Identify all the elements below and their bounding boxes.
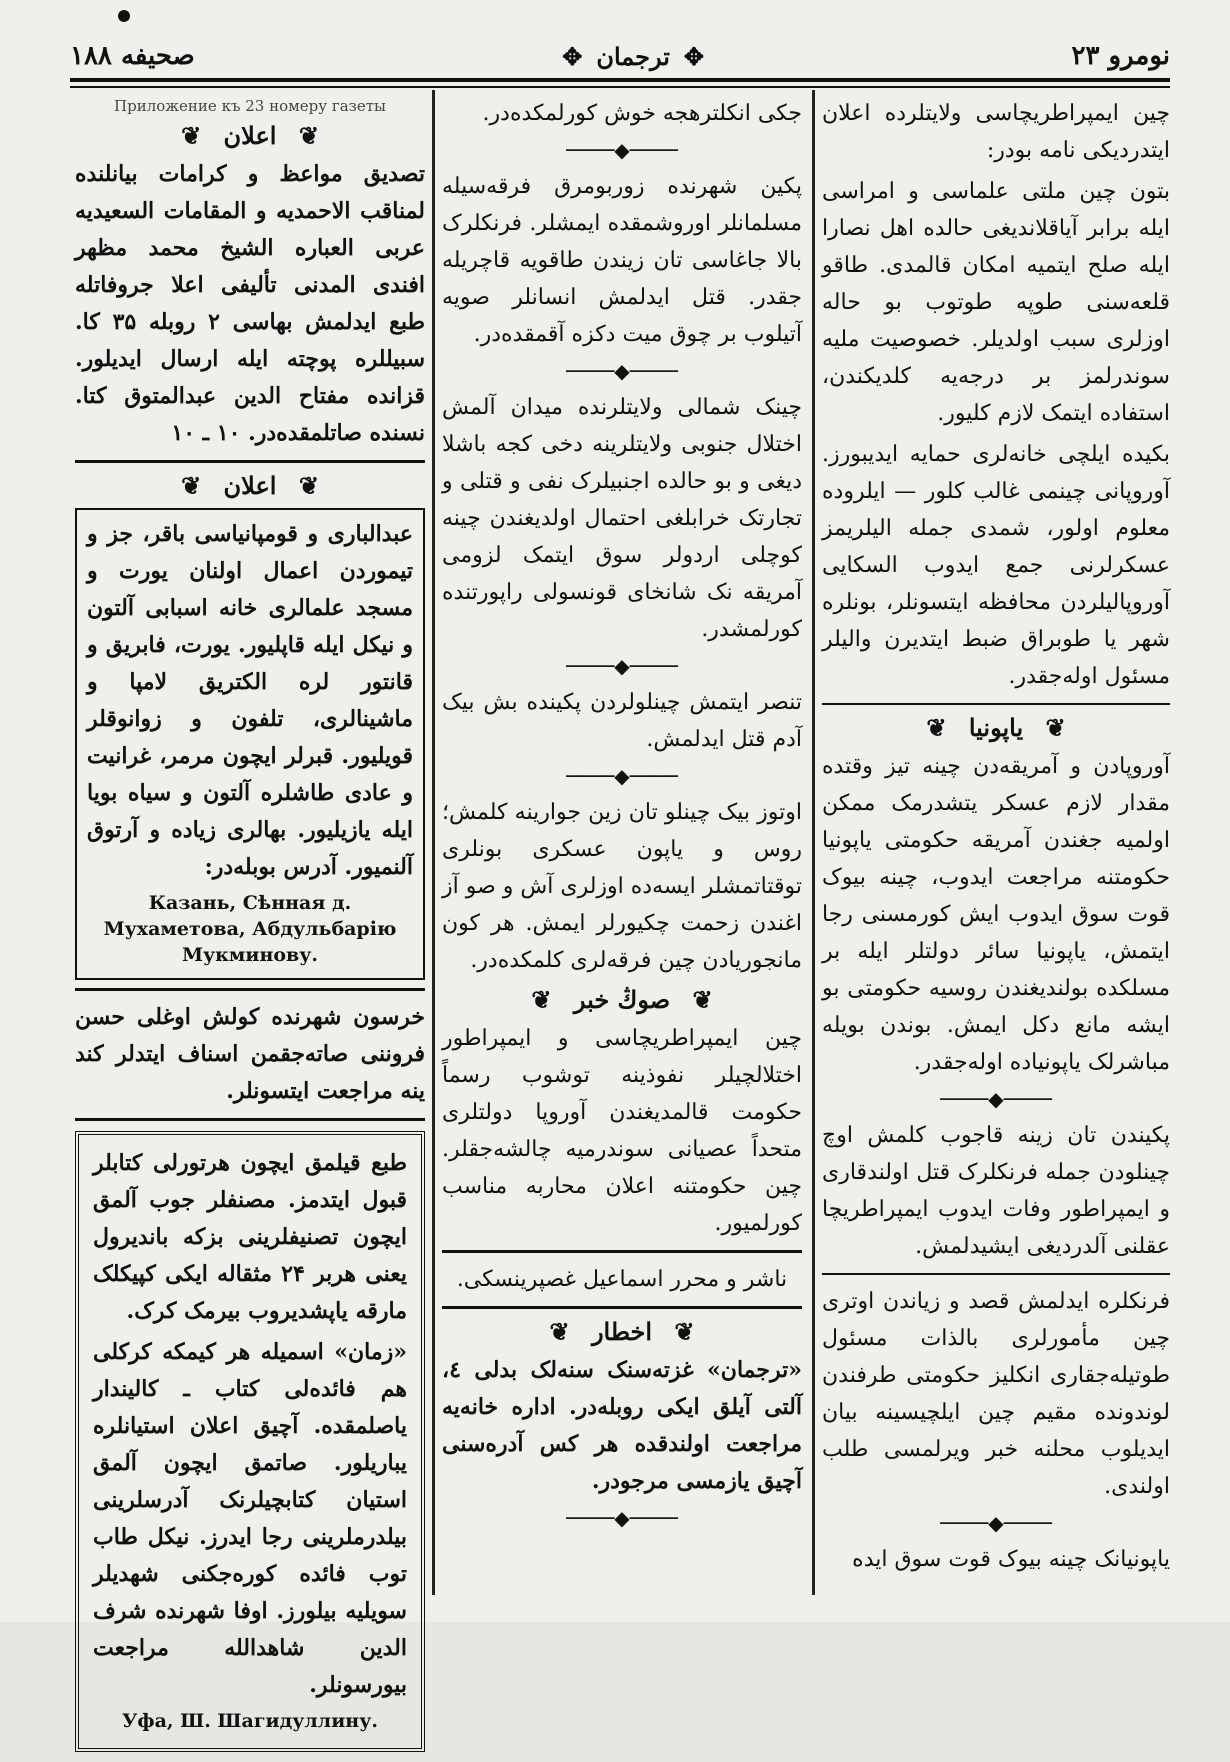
left-column — [75, 95, 425, 1762]
article-paragraph: بکیده ایلچی خانه‌لری حمایه ایدیبورز. آوروپانی چینمی غالب کلور — ایلروده معلوم اولور، شمدی جمله الیلریمز عسکرلرنی جمع ایدوب السکایی آوروپالیلردن محافظه ایتسونلر، بونلره شهر یا طوبراق ضبط ایتدیرن والیلر مسئول اوله‌جقدر. — [822, 442, 1170, 689]
article-paragraph: پکیندن تان زینه قاجوب کلمش اوچ چینلودن جمله فرنکلرک قتل اولندقاری و ایمپراطور وفات ایدوب ایمپراطریچا عقلنی آلدردیغی ایشیدلمش. — [822, 1123, 1170, 1259]
advertisement-book — [75, 156, 425, 452]
ornament-icon: ✥ — [683, 41, 705, 71]
diamond-separator-icon: ────◆──── — [566, 764, 678, 788]
ad-heading: ❦ اعلان ❦ — [181, 471, 319, 500]
ad-address: Уфа, Ш. Шагидуллину. — [122, 1710, 378, 1732]
ornament-icon: ❦ — [181, 471, 202, 500]
ornament-icon: ❦ — [549, 1317, 570, 1346]
ornament-icon: ❦ — [531, 985, 552, 1014]
section-rule — [75, 988, 425, 991]
page-number: صحیفه ۱۸۸ — [70, 41, 195, 71]
article-paragraph: آوروپادن و آمریقه‌دن چینه تیز وقتده مقدار لازم عسکر یتشدرمک ممکن اولمیه جغندن آمریقه حکومتی یاپونیا حکومتنه مراجعت ایدوب، چینه بیوک قوت سوق ایدوب ایش کورمسنی رجا ایتمش، یاپونیا سائر دولتلر ایله بر مسلکده بولندیغندن روسیه حکومتی بو ایشه مانع دکل ایمش. بوندن بویله مباشرلک یاپونیاده اوله‌جقدر. — [822, 754, 1170, 1075]
article-paragraph: فرنکلره ایدلمش قصد و زیاندن اوتری چین مأمورلری بالذات مسئول طوتیله‌جقاری انکلیز حکومتی طرفندن لوندونده مقیم چین ایلچیسینه بیان ایدیلوب محلنه خبر ویرلمسی طلب اولندی. — [822, 1289, 1170, 1499]
advertisement-bakery — [75, 999, 425, 1110]
right-column — [822, 95, 1170, 1582]
section-heading-notice: ❦ اخطار ❦ — [549, 1317, 695, 1346]
diamond-separator-icon: ────◆──── — [940, 1087, 1052, 1111]
section-rule — [75, 1118, 425, 1121]
ad-text: تصدیق مواعظ و کرامات بیانلنده لمناقب الاحمدیه و المقامات السعیدیه عربی العباره الشیخ محمد مظهر افندی المدنی تألیفی اعلا جروفاتله طبع ایدلمش بهاسی ۲ روبله ۳۵ کا. سبیللره پوچته ایله ارسال ایدیلور. قزانده مفتاح الدین عبدالمتوق کتا. نسنده صاتلمقده‌در. ۱۰ ـ ۱۰ — [75, 161, 426, 446]
middle-column — [442, 95, 802, 1536]
article-paragraph: جکی انکلترهجه خوش کورلمکده‌در. — [482, 101, 802, 126]
column-divider-left — [432, 90, 435, 1595]
masthead — [70, 36, 1170, 76]
ornament-icon: ✥ — [562, 41, 583, 71]
ink-dot — [118, 10, 130, 22]
ornament-icon: ❦ — [181, 121, 202, 150]
section-rule — [822, 1273, 1170, 1275]
diamond-separator-icon: ────◆──── — [940, 1511, 1052, 1535]
ad-address: Казань, Сѣнная д. Мухаметова, Абдульбарію Мукминову. — [103, 892, 397, 966]
ornament-icon: ❦ — [298, 471, 319, 500]
section-heading-latest-news: ❦ صوڭ خبر ❦ — [531, 985, 713, 1014]
supplement-label: Приложение къ 23 номеру газеты — [114, 97, 386, 115]
article-paragraph: تنصر ایتمش چینلولردن پکینده بش بیک آدم قتل ایدلمش. — [442, 690, 802, 752]
article-paragraph: چین ایمپراطریچاسی ولایتلرده اعلان ایتدردیکی نامه بودر: — [822, 101, 1170, 163]
section-heading-japan: ❦ یاپونیا ❦ — [926, 713, 1066, 742]
diamond-separator-icon: ────◆──── — [566, 654, 678, 678]
ornament-icon: ❦ — [674, 1317, 695, 1346]
notice-paragraph: «ترجمان» غزته‌سنک سنه‌لک بدلی ٤، آلتی آیلق ایکی روبله‌در. اداره خانه‌یه مراجعت اولندقده هر کس آدره‌سنی آچیق یازمسی مرجودر. — [442, 1357, 802, 1494]
article-paragraph: اوتوز بیک چینلو تان زین جوارینه کلمش؛ روس و یاپون عسکری بونلری توقتاتمشلر ایسه‌ده اوزلری آش و صو آز اغندن زحمت چکیورلر ایمش. هر کون مانجوریادن چین فرقه‌لری کلمکده‌در. — [442, 800, 802, 973]
column-divider-right — [812, 90, 815, 1595]
ornament-icon: ❦ — [692, 985, 713, 1014]
advertisement-workshop — [75, 508, 425, 980]
section-rule — [442, 1306, 802, 1309]
newspaper-title: ترجمان — [596, 41, 670, 71]
article-paragraph: بتون چین ملتی علماسی و امراسی ایله برابر آیاقلاندیغی حالده اهل نصارا ایله صلح ایتمیه امکان قالمدی. طاقو قلعه‌سنی طوپه طوتوب بو حاله اوزلری سبب اولدیلر. خصوصیت ملیه سوندرلمز بر درجه‌یه کلدیکندن، استفاده ایتمک لازم کلیور. — [822, 179, 1170, 426]
publisher-line: ناشر و محرر اسماعیل غصپرینسکی. — [456, 1267, 788, 1292]
advertisement-printing — [75, 1131, 425, 1752]
diamond-separator-icon: ────◆──── — [566, 359, 678, 383]
diamond-separator-icon: ────◆──── — [566, 138, 678, 162]
article-paragraph: یاپونیانک چینه بیوک قوت سوق ایده — [852, 1547, 1170, 1572]
ad-heading: ❦ اعلان ❦ — [181, 121, 319, 150]
masthead-center — [562, 42, 704, 71]
article-paragraph: پکین شهرنده زوربومرق فرقه‌سیله مسلمانلر اوروشمقده ایمشلر. فرنکلرک بالا جاغاسی تان زیندن طاقویه قاچریله جقدر. قتل ایدلمش انسانلر صویه آتیلوب بر چوق میت دکزه آقمقده‌در. — [442, 174, 802, 347]
section-rule — [75, 460, 425, 463]
section-rule — [442, 1250, 802, 1253]
ad-text: «زمان» اسمیله هر کیمکه کرکلی هم فائده‌لی کتاب ـ کالیندار یاصلمقده. آچیق اعلان استیانلره یباریلور. صاتمق ایچون آلمق استیان کتابچیلرنک آدرسلرینی بیلدرملرینی رجا ایدرز. نیکل طاب توب فائده کوره‌جکنی شهدیلر سویلیه بیلورز. اوفا شهرنده شرف الدین شاهدالله مراجعت بیورسونلر. — [93, 1339, 407, 1698]
issue-number: نومرو ۲۳ — [1071, 41, 1170, 71]
header-rule-thin — [70, 86, 1170, 88]
article-paragraph: چینک شمالی ولایتلرنده میدان آلمش اختلال جنوبی ولایتلرینه دخی کجه باشلا دیغی و بو حالده اجنبیلرک نفی و قتلی و تجارتک خرابلغی احتمال اولدیغندن چینه کوچلی اردولر سوق ایتمک لزومی آمریقه نک شانخای قونسولی راپورتنده کورلمشدر. — [442, 395, 802, 642]
ad-text: عبدالباری و قومپانیاسی باقر، جز و تیموردن اعمال اولنان یورت و مسجد علمالری خانه اسبابی آلتون و نیکل ایله قاپلیور. یورت، فابریق و قانتور لره الکتریق لامپا و ماشینالری، تلفون و زوانوقلر قویلیور. قبرلر ایچون مرمر، غرانیت و عادی طاشلره آلتون و سیاه بویا ایله یازیلیور. بهالری زیاده و آرتوق آلنمیور. آدرس بوبله‌در: — [87, 521, 413, 880]
diamond-separator-icon: ────◆──── — [566, 1506, 678, 1530]
ornament-icon: ❦ — [298, 121, 319, 150]
article-paragraph: چین ایمپراطریچاسی و ایمپراطور اختلالچیلر نفوذینه توشوب رسماً حکومت قالمدیغندن آوروپا دولتلری متحداً عصیانی سوندرمیه چالشه‌جقلر. چین حکومتنه اعلان محاربه مناسب کورلمیور. — [442, 1026, 802, 1236]
ornament-icon: ❦ — [926, 713, 947, 742]
header-rule — [70, 78, 1170, 82]
ornament-icon: ❦ — [1045, 713, 1066, 742]
section-rule — [822, 703, 1170, 705]
ad-text: طبع قیلمق ایچون هرتورلی کتابلر قبول ایتدمز. مصنفلر جوب آلمق ایچون تصنیفلرینی بزکه باندیرول یعنی هربر ۲۴ مثقاله ایکی کپیکلک مارقه یاپشدیروب بیرمک کرک. — [93, 1150, 407, 1324]
ad-text: خرسون شهرنده کولش اوغلی حسن فروننی صاته‌جقمن اسناف ایتدلر کند ینه مراجعت ایتسونلر. — [75, 1004, 425, 1104]
